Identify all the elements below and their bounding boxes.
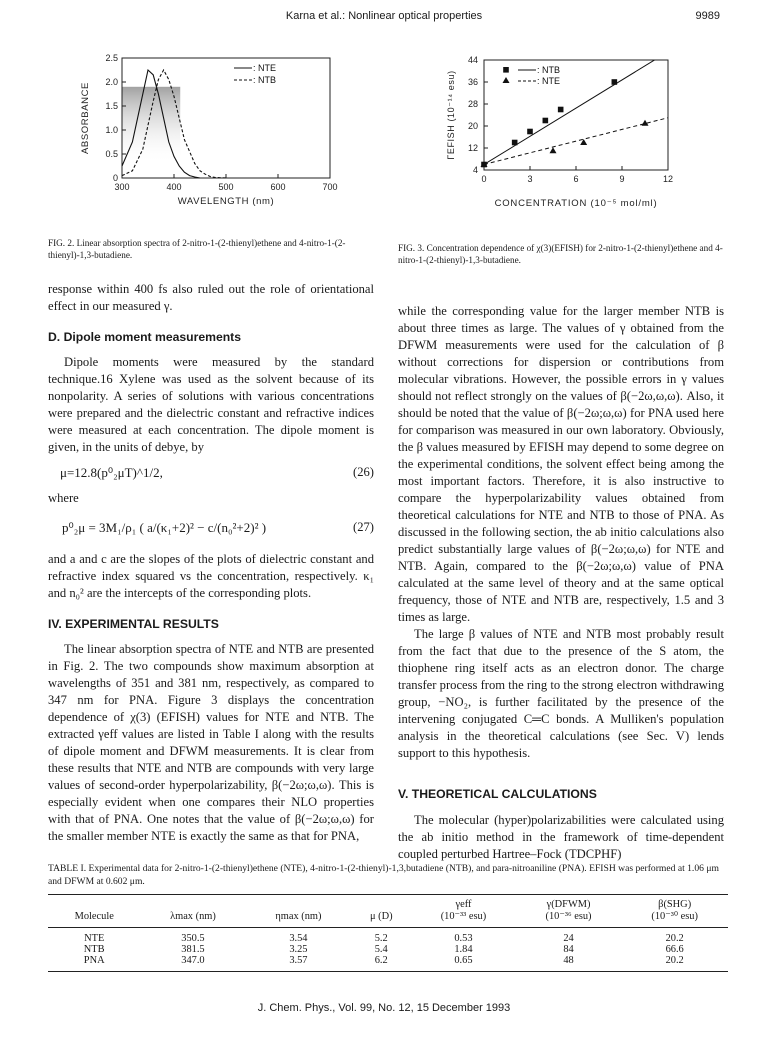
equation-26-body: μ=12.8(p⁰₂μT)^1/2,: [60, 465, 163, 480]
fig3-point-nte: [550, 147, 557, 153]
table-header-cell: Molecule: [74, 910, 114, 922]
table-cell: PNA: [83, 955, 105, 966]
table-header-row: [48, 910, 728, 928]
table-header-top-cell: [351, 895, 411, 911]
fig2-x-tick-label: 700: [322, 182, 338, 192]
table-header-top-cell: γ(DFWM): [546, 899, 591, 910]
fig2-legend-label: : NTB: [253, 75, 277, 85]
fig2-absorption-chart: [78, 48, 340, 218]
fig3-y-tick-label: 36: [467, 77, 478, 87]
fig3-x-tick-label: 12: [662, 174, 674, 184]
table-cell: 48: [563, 955, 574, 966]
fig3-point-ntb: [612, 79, 618, 85]
left-para-2: Dipole moments were measured by the standard technique.16 Xylene was used as the solvent because of its nonpolarity. A series of solutions with various concentrations were prepared and the dielectric constant and refractive indices were measured at each concentration. The dipole moment is given, in the units of debye, by: [48, 355, 374, 454]
equation-27-number: (27): [353, 520, 374, 534]
table-cell: 347.0: [181, 955, 205, 966]
table-cell: 66.6: [665, 944, 684, 955]
table-header-top-cell: [245, 895, 351, 911]
fig3-point-ntb: [543, 118, 549, 124]
table-1-caption: TABLE I. Experimental data for 2-nitro-1-(2-thienyl)ethene (NTE), 4-nitro-1-(2-thienyl)-1,3,butadiene (NTB), and para-nitroaniline (PNA). EFISH was performed at 1.06 μm and DFWM at 0.602 μm.: [48, 863, 719, 887]
fig3-point-ntb: [558, 107, 564, 113]
fig3-legend-label: : NTE: [537, 76, 561, 86]
fig2-y-tick-label: 0.5: [105, 149, 118, 159]
fig2-x-tick-label: 500: [218, 182, 234, 192]
left-para-4: The linear absorption spectra of NTE and NTB are presented in Fig. 2. The two compounds show maximum absorption at wavelengths of 351 and 381 nm, respectively, as compared to 347 nm for PNA. Figure 3 displays the concentration dependence of χ(3) (EFISH) values for NTE and NTB. The extracted γeff values are listed in Table I along with the results of dipole moment and DFWM measurements. It is clear from these results that NTE and NTB are compounds with very large values of second-order hyperpolarizability, β(−2ω;ω,ω). This is especially evident when one compares their NLO properties with that of PNA. One notes that the value of β(−2ω;ω,ω) for the smaller member NTE is exactly the same as that for PNA,: [48, 642, 374, 843]
right-para-3: The molecular (hyper)polarizabilities were calculated using the ab initio method in the framework of time-dependent coupled perturbed Hartree–Fock (TDCPHF): [398, 813, 724, 861]
fig2-x-axis-label: WAVELENGTH (nm): [177, 196, 275, 207]
table-cell: 20.2: [665, 933, 684, 944]
fig3-y-tick-label: 12: [467, 143, 478, 153]
table-cell: 20.2: [665, 955, 684, 966]
table-row: [48, 955, 728, 972]
fig3-x-tick-label: 9: [619, 174, 625, 184]
left-column: [48, 281, 374, 845]
running-title: Karna et al.: Nonlinear optical properties: [285, 10, 483, 22]
table-header-top-cell: β(SHG): [658, 899, 692, 910]
fig2-legend-label: : NTE: [253, 63, 277, 73]
table-cell: 6.2: [374, 955, 388, 966]
table-cell: 0.53: [454, 933, 473, 944]
left-para-3: and a and c are the slopes of the plots of dielectric constant and refractive index squared vs the concentration, respectively. κ₁ and n₀² are the intercepts of the corresponding plots.: [48, 552, 374, 600]
table-header-cell: (10⁻³⁶ esu): [545, 911, 592, 922]
journal-citation-footer: J. Chem. Phys., Vol. 99, No. 12, 15 December 1993: [257, 1002, 511, 1014]
table-header-cell: (10⁻³³ esu): [440, 911, 487, 922]
table-header-cell: λmax (nm): [170, 910, 216, 922]
table-cell: NTB: [83, 944, 105, 955]
table-header-cell: μ (D): [369, 910, 393, 922]
fig2-x-tick-label: 600: [270, 182, 286, 192]
table-cell: 24: [563, 933, 574, 944]
table-cell: 350.5: [181, 933, 205, 944]
table-cell: 5.4: [374, 944, 388, 955]
table-cell: NTE: [84, 933, 105, 944]
table-header-cell: ηmax (nm): [275, 910, 322, 922]
right-para-1: while the corresponding value for the larger member NTB is about three times as large. The values of γ obtained from the DFWM measurements were used for the calculation of β without corrections for dispersion or contributions from molecular vibrations. However, the possible errors in γ values should not reflect strongly on the values of β(−2ω,ω,ω). Also, it should be noted that the value of β(−2ω;ω,ω) for PNA used here for comparison was measured in our own laboratory. Obviously, the β values measured by EFISH may depend to some degree on the experimental conditions, the solvent effect being among the most important factors. Therefore, it is also instructive to compare the hyperpolarizability values obtained from theoretical calculations for NTE and NTB to those of PNA. As discussed in the following section, the ab initio calculations also predict substantially large values of β(−2ω;ω,ω) for NTE and NTB. Again, compared to the β(−2ω;ω,ω) value of PNA calculated at the same level of theory and at the same optical frequency, those of NTE and NTB are, respectively, 1.5 and 3 times as large.: [398, 304, 724, 624]
equation-27-body: p⁰₂μ = 3M₁/ρ₁ ( a/(κ₁+2)² − c/(n₀²+2)² ): [62, 520, 267, 535]
fig3-y-axis-label: ΓEFISH (10⁻¹⁴ esu): [446, 70, 456, 160]
fig2-y-tick-label: 1.5: [105, 101, 118, 111]
right-para-2: The large β values of NTE and NTB most probably result from the fact that due to the presence of the S atom, the thiophene ring itself acts as an electron donor. The charge transfer process from the ring to the strong electron withdrawing group, −NO₂, is further facilitated by the presence of the intervening conjugated C═C bonds. A Mulliken's population analysis in the theoretical calculations (see Sec. V) lends support to this hypothesis.: [398, 627, 724, 760]
heading-theoretical-calculations: V. THEORETICAL CALCULATIONS: [398, 787, 597, 801]
equation-27: [48, 507, 374, 551]
table-cell: 1.84: [454, 944, 473, 955]
heading-experimental-results: IV. EXPERIMENTAL RESULTS: [48, 617, 219, 631]
fig2-y-axis-label: ABSORBANCE: [80, 82, 91, 154]
fig2-x-tick-label: 400: [166, 182, 182, 192]
table-row: [48, 928, 728, 945]
fig3-y-tick-label: 44: [467, 55, 478, 65]
table-header-cell: (10⁻³⁰ esu): [651, 911, 698, 922]
table-cell: 84: [563, 944, 574, 955]
where-label: where: [48, 491, 79, 505]
table-cell: 0.65: [454, 955, 473, 966]
fig3-point-ntb: [512, 140, 518, 146]
right-column: [398, 303, 724, 863]
fig3-x-tick-label: 6: [573, 174, 579, 184]
fig2-y-tick-label: 2.5: [105, 53, 118, 63]
fig3-point-ntb: [527, 129, 533, 135]
table-1-block: [48, 862, 768, 972]
fig3-y-tick-label: 28: [467, 99, 478, 109]
table-cell: 5.2: [374, 933, 388, 944]
left-para-1: response within 400 fs also ruled out the role of orientational effect in our measured γ.: [48, 282, 374, 313]
equation-26: [48, 456, 374, 490]
fig2-shading: [122, 87, 180, 164]
table-row: [48, 944, 728, 955]
fig3-fit-line-nte: [484, 118, 668, 165]
fig3-legend-marker-ntb: [503, 67, 509, 73]
table-cell: 3.57: [289, 955, 308, 966]
table-cell: 3.54: [289, 933, 308, 944]
table-header-row-top: [48, 895, 728, 911]
fig2-x-tick-label: 300: [114, 182, 130, 192]
fig3-legend-label: : NTB: [537, 65, 561, 75]
fig3-fit-line-ntb: [484, 52, 668, 165]
table-header-top-cell: [140, 895, 245, 911]
fig2-y-tick-label: 0: [112, 173, 118, 183]
table-header-top-cell: [48, 895, 140, 911]
fig3-x-tick-label: 0: [481, 174, 487, 184]
fig2-caption: FIG. 2. Linear absorption spectra of 2-nitro-1-(2-thienyl)ethene and 4-nitro-1-(2-thienyl)-1,3-butadiene.: [48, 238, 346, 260]
table-1: [48, 894, 728, 972]
table-header-top-cell: γeff: [455, 899, 472, 910]
fig3-plot-frame: [484, 60, 668, 170]
fig3-efish-chart: [432, 52, 702, 224]
running-header: [0, 10, 768, 26]
equation-26-number: (26): [353, 465, 374, 479]
table-cell: 381.5: [181, 944, 205, 955]
fig2-y-tick-label: 2.0: [105, 77, 118, 87]
page-number: 9989: [695, 10, 720, 22]
table-cell: 3.25: [289, 944, 308, 955]
fig3-x-axis-label: CONCENTRATION (10⁻⁵ mol/ml): [494, 198, 658, 209]
fig3-y-tick-label: 4: [472, 165, 478, 175]
heading-dipole-moment: D. Dipole moment measurements: [48, 330, 242, 344]
fig3-x-tick-label: 3: [527, 174, 533, 184]
fig2-y-tick-label: 1.0: [105, 125, 118, 135]
fig3-y-tick-label: 20: [467, 121, 478, 131]
fig3-caption: FIG. 3. Concentration dependence of χ(3)(EFISH) for 2-nitro-1-(2-thienyl)ethene and 4-nitro-1-(2-thienyl)-1,3-butadiene.: [398, 243, 723, 265]
fig3-legend-marker-nte: [503, 77, 510, 83]
